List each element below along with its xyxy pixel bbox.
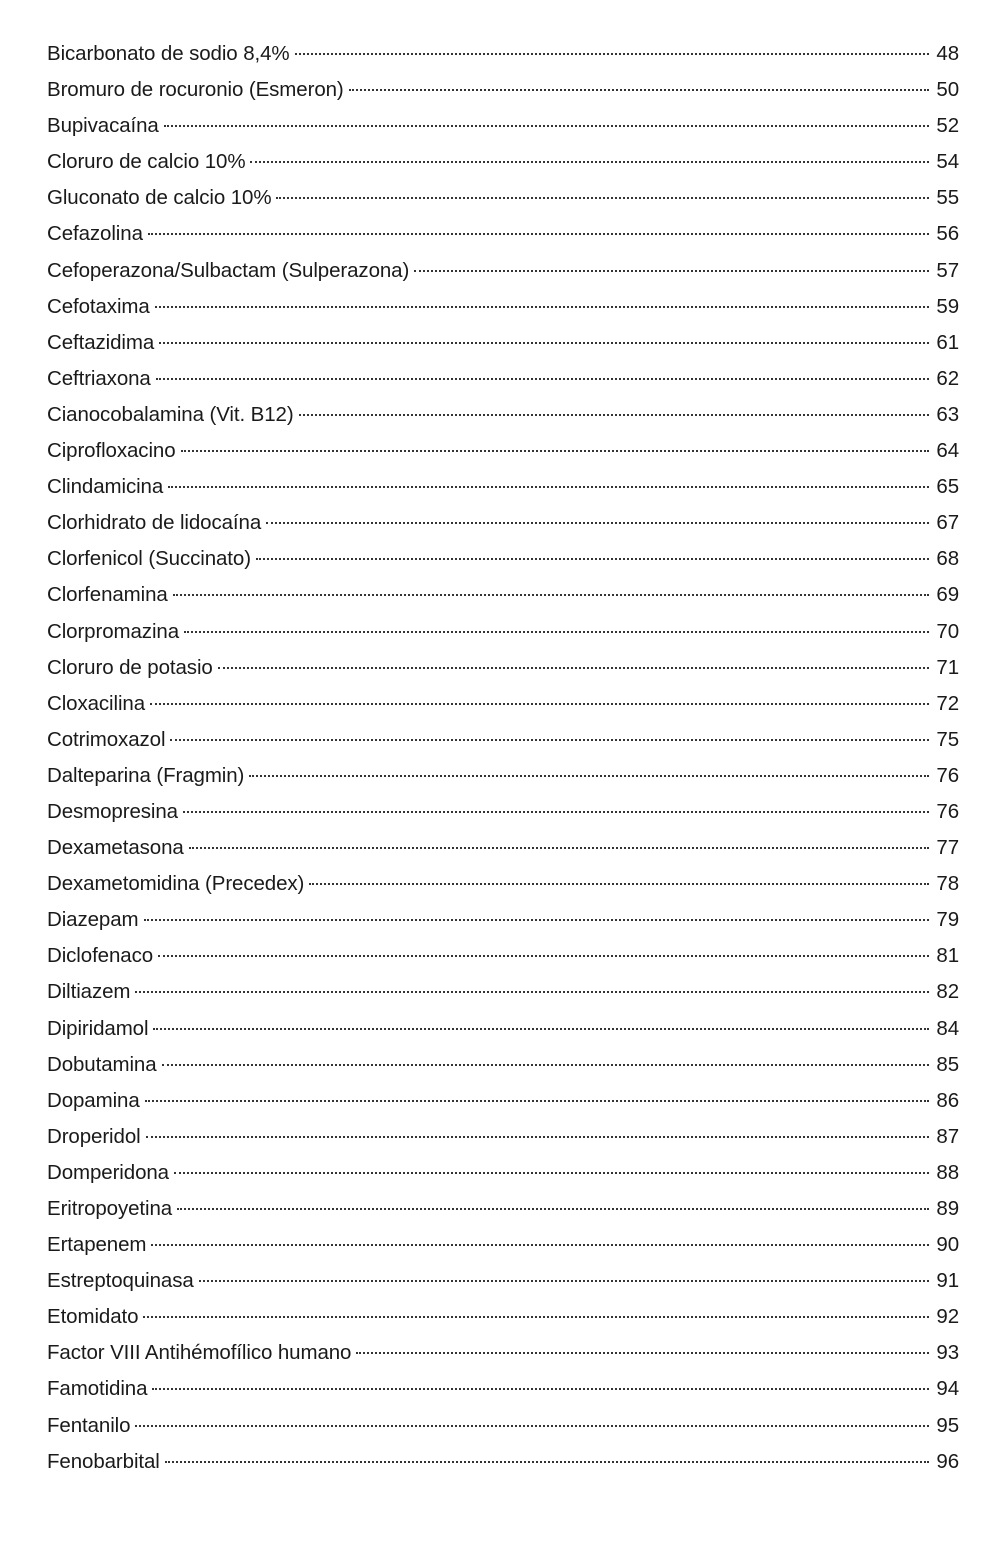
toc-entry: [47, 505, 959, 541]
toc-entry-title: Bicarbonato de sodio 8,4%: [47, 42, 290, 65]
toc-entry-title: Diltiazem: [47, 980, 131, 1004]
toc-entry-title: Ciprofloxacino: [47, 439, 176, 463]
toc-entry: [47, 866, 959, 902]
toc-entry: [47, 469, 959, 505]
toc-entry: [47, 72, 959, 108]
toc-entry-title: Cloxacilina: [47, 691, 146, 715]
toc-entry: [47, 722, 959, 758]
toc-entry-page-number: 50: [936, 78, 959, 102]
toc-entry-title: Dexametomidina (Precedex): [47, 872, 305, 896]
toc-entry: [47, 216, 959, 252]
toc-entry-title: Ertapenem: [47, 1233, 147, 1257]
dot-leader: [162, 1064, 929, 1066]
toc-entry-page-number: 54: [936, 150, 959, 174]
dot-leader: [189, 847, 929, 849]
dot-leader: [356, 1352, 929, 1354]
dot-leader: [250, 161, 929, 163]
dot-leader: [164, 125, 929, 127]
toc-entry: [47, 1408, 959, 1444]
toc-entry-title: Eritropoyetina: [47, 1197, 173, 1220]
toc-entry-title: Clorpromazina: [47, 619, 180, 643]
toc-entry-title: Famotidina: [47, 1377, 148, 1401]
toc-entry: [47, 794, 959, 830]
toc-entry-title: Desmopresina: [47, 799, 178, 823]
dot-leader: [174, 1172, 929, 1174]
dot-leader: [173, 594, 929, 596]
toc-entry-page-number: 85: [936, 1052, 959, 1076]
dot-leader: [266, 522, 929, 524]
toc-entry-page-number: 57: [936, 258, 959, 282]
toc-entry: [47, 325, 959, 361]
dot-leader: [150, 703, 929, 705]
toc-entry-page-number: 56: [936, 222, 959, 246]
toc-entry-title: Cianocobalamina (Vit. B12): [47, 402, 294, 426]
toc-entry-page-number: 76: [936, 799, 959, 823]
toc-entry: [47, 938, 959, 974]
toc-entry-page-number: 96: [936, 1449, 959, 1473]
toc-entry-title: Cefoperazona/Sulbactam (Sulperazona): [47, 258, 410, 282]
toc-entry: [47, 1191, 959, 1227]
toc-entry-page-number: 55: [936, 186, 959, 210]
dot-leader: [181, 450, 930, 452]
toc-entry-title: Factor VIII Antihémofílico humano: [47, 1341, 352, 1365]
toc-entry-title: Cefazolina: [47, 222, 143, 246]
toc-entry-page-number: 88: [936, 1160, 959, 1184]
toc-entry-page-number: 70: [936, 619, 959, 643]
toc-entry: [47, 36, 959, 72]
table-of-contents: [47, 36, 959, 1480]
toc-entry: [47, 144, 959, 180]
toc-entry-page-number: 48: [936, 42, 959, 65]
dot-leader: [295, 53, 929, 55]
dot-leader: [276, 197, 929, 199]
toc-entry-page-number: 59: [936, 294, 959, 318]
toc-entry-title: Cotrimoxazol: [47, 727, 166, 751]
toc-entry-title: Clorfenicol (Succinato): [47, 547, 251, 571]
toc-entry-page-number: 87: [936, 1124, 959, 1148]
dot-leader: [156, 378, 929, 380]
dot-leader: [146, 1136, 929, 1138]
toc-entry-title: Clorhidrato de lidocaína: [47, 511, 262, 535]
toc-entry-title: Dipiridamol: [47, 1016, 149, 1040]
toc-entry-title: Dexametasona: [47, 836, 184, 860]
toc-entry-page-number: 68: [936, 547, 959, 571]
dot-leader: [151, 1244, 929, 1246]
dot-leader: [145, 1100, 929, 1102]
toc-entry-title: Ceftriaxona: [47, 366, 151, 390]
toc-entry-title: Bupivacaína: [47, 114, 159, 138]
toc-entry-title: Etomidato: [47, 1305, 139, 1329]
dot-leader: [135, 1425, 929, 1427]
dot-leader: [184, 631, 929, 633]
toc-entry-title: Cloruro de potasio: [47, 655, 213, 679]
toc-entry-page-number: 77: [936, 836, 959, 860]
toc-entry: [47, 650, 959, 686]
toc-entry-page-number: 92: [936, 1305, 959, 1329]
dot-leader: [218, 667, 929, 669]
toc-entry-page-number: 84: [936, 1016, 959, 1040]
toc-entry-title: Fenobarbital: [47, 1449, 160, 1473]
toc-entry-page-number: 79: [936, 908, 959, 932]
toc-entry: [47, 686, 959, 722]
dot-leader: [135, 991, 929, 993]
toc-entry: [47, 974, 959, 1010]
toc-entry-title: Domperidona: [47, 1160, 169, 1184]
dot-leader: [309, 883, 929, 885]
toc-entry: [47, 1119, 959, 1155]
dot-leader: [177, 1208, 929, 1210]
toc-entry-title: Cloruro de calcio 10%: [47, 150, 246, 174]
toc-entry-page-number: 72: [936, 691, 959, 715]
toc-entry-page-number: 91: [936, 1269, 959, 1293]
dot-leader: [148, 233, 929, 235]
dot-leader: [144, 919, 930, 921]
toc-entry-title: Estreptoquinasa: [47, 1269, 194, 1293]
toc-entry-page-number: 61: [936, 330, 959, 354]
toc-entry: [47, 433, 959, 469]
toc-entry: [47, 1263, 959, 1299]
dot-leader: [256, 558, 929, 560]
dot-leader: [349, 89, 929, 91]
dot-leader: [168, 486, 929, 488]
dot-leader: [159, 342, 929, 344]
toc-entry: [47, 902, 959, 938]
toc-entry: [47, 289, 959, 325]
toc-entry-title: Dopamina: [47, 1088, 140, 1112]
dot-leader: [414, 270, 929, 272]
toc-entry: [47, 541, 959, 577]
dot-leader: [152, 1388, 929, 1390]
toc-entry: [47, 1047, 959, 1083]
toc-entry-page-number: 71: [936, 655, 959, 679]
toc-entry: [47, 577, 959, 613]
dot-leader: [143, 1316, 929, 1318]
dot-leader: [170, 739, 929, 741]
toc-entry: [47, 108, 959, 144]
toc-entry-title: Gluconato de calcio 10%: [47, 186, 272, 210]
toc-entry: [47, 1011, 959, 1047]
toc-entry-page-number: 86: [936, 1088, 959, 1112]
dot-leader: [249, 775, 929, 777]
toc-entry: [47, 1444, 959, 1480]
toc-entry: [47, 397, 959, 433]
toc-entry-title: Cefotaxima: [47, 294, 150, 318]
toc-entry-page-number: 93: [936, 1341, 959, 1365]
toc-entry-page-number: 67: [936, 511, 959, 535]
toc-entry-page-number: 81: [936, 944, 959, 968]
toc-entry-title: Clindamicina: [47, 475, 164, 499]
toc-entry-title: Fentanilo: [47, 1413, 131, 1437]
toc-entry-title: Clorfenamina: [47, 583, 168, 607]
toc-entry: [47, 1299, 959, 1335]
toc-entry: [47, 253, 959, 289]
toc-entry-page-number: 75: [936, 727, 959, 751]
toc-entry: [47, 1371, 959, 1407]
toc-entry: [47, 1227, 959, 1263]
toc-entry: [47, 758, 959, 794]
toc-entry-page-number: 78: [936, 872, 959, 896]
toc-entry-title: Droperidol: [47, 1124, 141, 1148]
dot-leader: [158, 955, 929, 957]
dot-leader: [155, 306, 929, 308]
toc-entry-page-number: 52: [936, 114, 959, 138]
toc-entry-page-number: 76: [936, 763, 959, 787]
dot-leader: [183, 811, 929, 813]
toc-entry: [47, 1083, 959, 1119]
toc-entry-page-number: 69: [936, 583, 959, 607]
toc-entry-title: Diclofenaco: [47, 944, 154, 968]
dot-leader: [153, 1028, 929, 1030]
toc-entry: [47, 361, 959, 397]
toc-entry-page-number: 90: [936, 1233, 959, 1257]
toc-entry: [47, 180, 959, 216]
toc-entry: [47, 830, 959, 866]
toc-entry: [47, 614, 959, 650]
toc-entry-page-number: 65: [936, 475, 959, 499]
toc-entry-title: Dalteparina (Fragmin): [47, 763, 245, 787]
toc-entry-page-number: 63: [936, 402, 959, 426]
toc-entry-page-number: 82: [936, 980, 959, 1004]
dot-leader: [299, 414, 929, 416]
toc-entry-page-number: 94: [936, 1377, 959, 1401]
toc-entry-page-number: 64: [936, 439, 959, 463]
toc-entry-title: Dobutamina: [47, 1052, 157, 1076]
toc-entry: [47, 1155, 959, 1191]
dot-leader: [199, 1280, 929, 1282]
dot-leader: [165, 1461, 929, 1463]
toc-entry-title: Bromuro de rocuronio (Esmeron): [47, 78, 344, 102]
toc-entry-page-number: 89: [936, 1197, 959, 1220]
toc-entry: [47, 1335, 959, 1371]
toc-entry-title: Ceftazidima: [47, 330, 155, 354]
toc-entry-title: Diazepam: [47, 908, 139, 932]
toc-entry-page-number: 62: [936, 366, 959, 390]
toc-entry-page-number: 95: [936, 1413, 959, 1437]
